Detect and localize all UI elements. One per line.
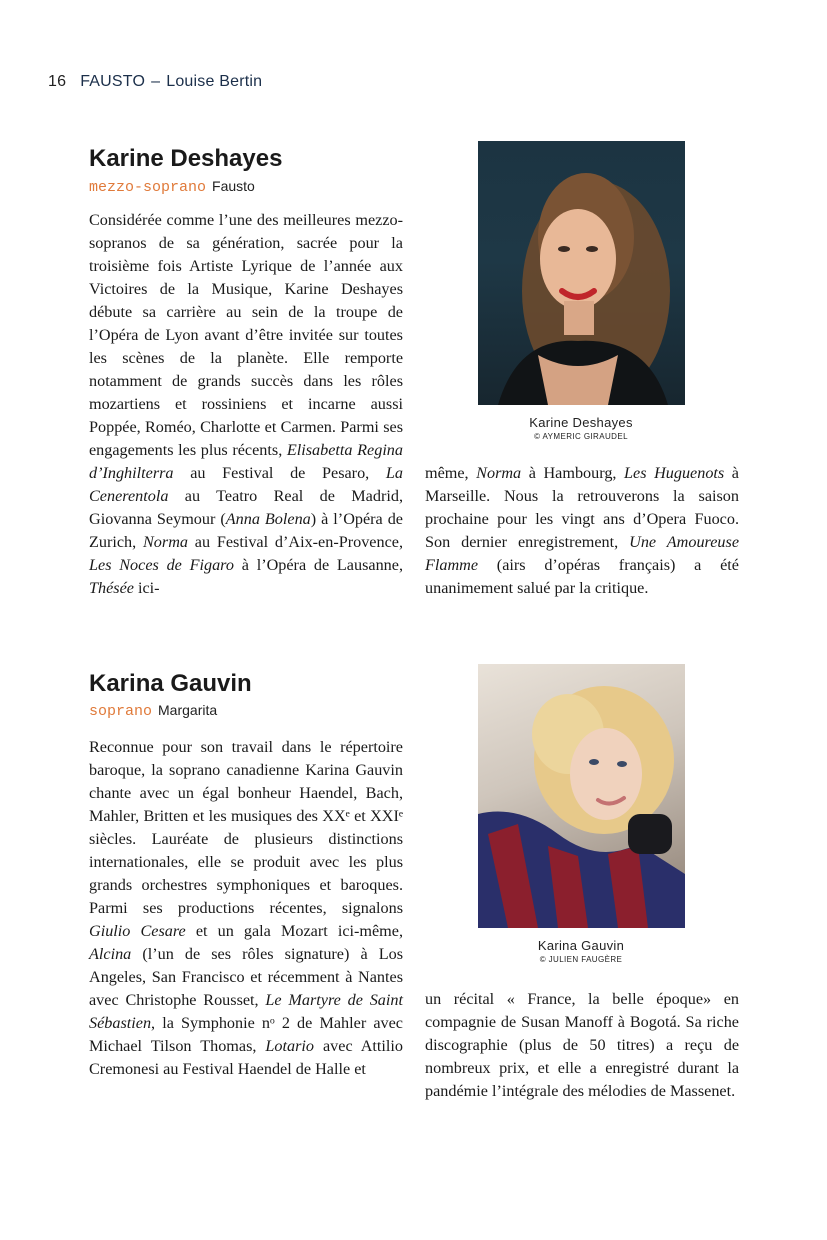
role-name: Margarita	[158, 702, 218, 718]
voice-type: mezzo-soprano	[89, 179, 207, 196]
artist-role-row	[89, 178, 255, 196]
role-name: Fausto	[212, 178, 255, 194]
voice-type: soprano	[89, 703, 153, 720]
caption-name: Karine Deshayes	[529, 415, 633, 430]
biography-left-column: Considérée comme l’une des meilleures mezzo-sopranos de sa génération, sacrée pour la troisième fois Artiste Lyrique de l’année aux Victoires de la Musique, Karine Deshayes débute sa carrière au sein de la troupe de l’Opéra de Lyon avant d’être invitée sur toutes les scènes de la planète. Elle remporte notamment de grands succès dans les rôles mozartiens et rossiniens et incarne aussi Poppée, Roméo, Charlotte et Carmen. Parmi ses engagements les plus récents, Elisabetta Regina d’Inghilterra au Festival de Pesaro, La Cenerentola au Teatro Real de Madrid, Giovanna Seymour (Anna Bolena) à l’Opéra de Zurich, Norma au Festival d’Aix-en-Provence, Les Noces de Figaro à l’Opéra de Lausanne, Thésée ici-	[89, 211, 404, 597]
caption-name: Karina Gauvin	[537, 938, 625, 953]
artist-portrait-photo	[478, 664, 685, 928]
photo-caption	[477, 938, 685, 964]
artist-portrait-photo	[478, 141, 685, 405]
photo-caption	[477, 415, 685, 441]
header-separator: –	[151, 73, 161, 90]
photo-credit: © JULIEN FAUGÈRE	[539, 955, 623, 964]
page-header	[48, 73, 262, 91]
page-number: 16	[48, 73, 67, 90]
header-title: FAUSTO	[80, 73, 146, 90]
biography-right-column: même, Norma à Hambourg, Les Huguenots à Marseille. Nous la retrouverons la saison prochaine pour les vingt ans d’Opera Fuoco. Son dernier enregistrement, Une Amoureuse Flamme (airs d’opéras français) a été unanimement salué par la critique.	[425, 464, 740, 597]
artist-name: Karine Deshayes	[89, 145, 283, 172]
header-author: Louise Bertin	[166, 73, 263, 90]
photo-credit: © AYMERIC GIRAUDEL	[534, 432, 628, 441]
artist-name: Karina Gauvin	[89, 670, 252, 697]
artist-role-row	[89, 702, 217, 720]
biography-right-column: un récital « France, la belle époque» en compagnie de Susan Manoff à Bogotá. Sa riche discographie (plus de 50 titres) a reçu de nombreux prix, et elle a enregistré durant la pandémie l’intégrale des mélodies de Massenet.	[425, 990, 739, 1100]
biography-left-column: Reconnue pour son travail dans le répertoire baroque, la soprano canadienne Karina Gauvin chante avec un égal bonheur Haendel, Bach, Mahler, Britten et les musiques des XXᵉ et XXIᵉ siècles. Lauréate de plusieurs distinctions internationales, elle se produit avec les plus grands orchestres symphoniques et baroques. Parmi ses productions récentes, signalons Giulio Cesare et un gala Mozart ici-même, Alcina (l’un de ses rôles signature) à Los Angeles, San Francisco et récemment à Nantes avec Christophe Rousset, Le Martyre de Saint Sébastien, la Symphonie nᵒ 2 de Mahler avec Michael Tilson Thomas, Lotario avec Attilio Cremonesi au Festival Haendel de Halle et	[89, 738, 403, 1078]
